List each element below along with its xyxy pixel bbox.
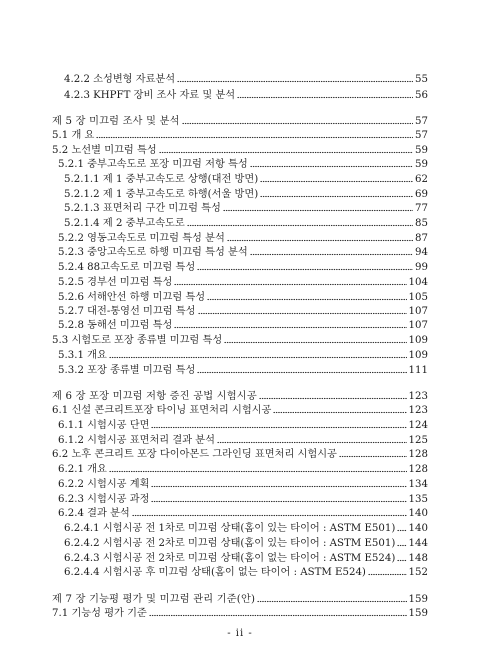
toc-entry-page: 104 — [408, 277, 428, 288]
toc-entry[interactable] — [52, 401, 428, 417]
dot-leader — [273, 411, 406, 414]
toc-entry-page: 159 — [408, 594, 428, 605]
toc-entry-title: 4.2.3 KHPFT 장비 조사 자료 및 분석 — [64, 90, 236, 101]
toc-entry-page: 125 — [408, 435, 428, 446]
toc-entry[interactable] — [58, 155, 428, 171]
toc-entry-title: 5.3 시험도로 포장 종류별 미끄럼 특성 — [52, 335, 223, 346]
toc-entry-title: 5.2.6 서해안선 하행 미끄럼 특성 — [58, 292, 206, 303]
toc-entry[interactable] — [58, 258, 428, 274]
dot-leader — [198, 312, 407, 315]
toc-entry[interactable] — [52, 331, 428, 347]
dot-leader — [159, 151, 413, 154]
toc-entry-title: 5.2.3 중앙고속도로 하행 미끄럼 특성 분석 — [58, 247, 248, 258]
toc-entry-title: 6.2.3 시험시공 과정 — [58, 494, 150, 505]
toc-entry-page: 123 — [408, 391, 428, 402]
dot-leader — [187, 224, 413, 227]
dot-leader — [174, 283, 406, 286]
toc-entry[interactable] — [52, 445, 428, 461]
toc-entry-title: 5.2 노선별 미끄럼 특성 — [52, 145, 157, 156]
toc-entry-title: 6.2.4.4 시험시공 후 미끄럼 상태(홈이 없는 타이어 : ASTM E524) — [64, 567, 366, 578]
dot-leader — [149, 614, 407, 617]
toc-entry[interactable] — [64, 563, 428, 579]
toc-entry-page: 128 — [408, 464, 428, 475]
toc-entry-title: 6.1.1 시험시공 단면 — [58, 420, 150, 431]
toc-entry-page: 85 — [415, 218, 428, 229]
toc-entry-page: 159 — [408, 608, 428, 619]
toc-entry-title: 5.2.1.3 표면처리 구간 미끄럼 특성 — [64, 203, 221, 214]
toc-entry-page: 123 — [408, 405, 428, 416]
toc-entry-title: 5.2.1.1 제 1 중부고속도로 상행(대전 방면) — [64, 174, 259, 185]
toc-entry[interactable] — [64, 70, 428, 86]
dot-leader — [182, 122, 413, 125]
toc-entry-page: 148 — [408, 553, 428, 564]
dot-leader — [177, 80, 413, 83]
toc-entry-title: 4.2.2 소성변형 자료분석 — [64, 74, 176, 85]
toc-entry-page: 140 — [408, 523, 428, 534]
toc-entry-page: 144 — [408, 538, 428, 549]
toc-entry-title: 5.3.1 개요 — [58, 350, 107, 361]
dot-leader — [96, 136, 413, 139]
toc-entry[interactable] — [58, 504, 428, 520]
toc-entry-page: 62 — [415, 174, 428, 185]
dot-leader — [132, 514, 407, 517]
dot-leader — [260, 195, 413, 198]
toc-entry[interactable] — [64, 534, 428, 550]
dot-leader — [397, 544, 406, 547]
toc-entry-page: 59 — [415, 159, 428, 170]
toc-entry[interactable] — [58, 243, 428, 259]
toc-entry-title: 5.1 개 요 — [52, 130, 95, 141]
toc-entry[interactable] — [52, 604, 428, 620]
toc-entry-title: 6.2.4.1 시험시공 전 1차로 미끄럼 상태(홈이 있는 타이어 : ASTM E501) — [64, 523, 396, 534]
toc-entry-page: 152 — [408, 567, 428, 578]
dot-leader — [250, 165, 413, 168]
toc-entry[interactable] — [64, 519, 428, 535]
dot-leader — [260, 180, 413, 183]
toc-entry-title: 제 5 장 미끄럼 조사 및 분석 — [52, 116, 180, 127]
toc-entry-page: 140 — [408, 508, 428, 519]
toc-entry-page: 135 — [408, 494, 428, 505]
toc-entry-title: 5.2.1.4 제 2 중부고속도로 — [64, 218, 185, 229]
toc-entry-page: 57 — [415, 130, 428, 141]
toc-entry-title: 5.2.8 동해선 미끄럼 특성 — [58, 320, 173, 331]
toc-entry[interactable] — [58, 460, 428, 476]
toc-entry-page: 55 — [415, 74, 428, 85]
toc-entry[interactable] — [64, 86, 428, 102]
dot-leader — [109, 470, 407, 473]
toc-entry-page: 109 — [408, 350, 428, 361]
toc-entry[interactable] — [58, 361, 428, 377]
toc-entry-title: 제 6 장 포장 미끄럼 저항 증진 공법 시험시공 — [52, 391, 257, 402]
toc-entry-page: 111 — [408, 365, 428, 376]
toc-entry-title: 5.2.2 영동고속도로 미끄럼 특성 분석 — [58, 233, 225, 244]
toc-entry-page: 87 — [415, 233, 428, 244]
toc-entry-title: 6.2.4 결과 분석 — [58, 508, 130, 519]
dot-leader — [227, 239, 413, 242]
toc-entry[interactable] — [64, 199, 428, 215]
toc-entry-title: 5.2.5 경부선 미끄럼 특성 — [58, 277, 173, 288]
toc-entry-page: 69 — [415, 189, 428, 200]
toc-entry[interactable] — [52, 126, 428, 142]
toc-entry[interactable] — [64, 170, 428, 186]
toc-entry-title: 6.1 신설 콘크리트포장 타이닝 표면처리 시험시공 — [52, 405, 272, 416]
toc-entry[interactable] — [58, 273, 428, 289]
dot-leader — [259, 397, 407, 400]
dot-leader — [250, 253, 413, 256]
dot-leader — [151, 485, 406, 488]
toc-entry-title: 5.2.7 대전-통영선 미끄럼 특성 — [58, 306, 196, 317]
dot-leader — [197, 268, 413, 271]
dot-leader — [207, 298, 406, 301]
toc-entry-title: 6.2.2 시험시공 계획 — [58, 479, 150, 490]
toc-entry-page: 57 — [415, 116, 428, 127]
toc-entry-title: 6.2.4.2 시험시공 전 2차로 미끄럼 상태(홈이 있는 타이어 : ASTM E501) — [64, 538, 396, 549]
toc-entry-title: 6.2 노후 콘크리트 포장 다이아몬드 그라인딩 표면처리 시험시공 — [52, 449, 337, 460]
toc-entry-title: 제 7 장 기능평 평가 및 미끄럼 관리 기준(안) — [52, 594, 256, 605]
toc-entry-title: 7.1 기능성 평가 기준 — [52, 608, 147, 619]
toc-entry-title: 5.2.1 중부고속도로 포장 미끄럼 저항 특성 — [58, 159, 248, 170]
toc-entry-page: 128 — [408, 449, 428, 460]
toc-entry-page: 59 — [415, 145, 428, 156]
toc-entry-title: 6.2.4.3 시험시공 전 2차로 미끄럼 상태(홈이 없는 타이어 : ASTM E524) — [64, 553, 396, 564]
dot-leader — [368, 573, 407, 576]
toc-entry-page: 99 — [415, 262, 428, 273]
dot-leader — [174, 326, 406, 329]
toc-entry-page: 107 — [408, 320, 428, 331]
dot-leader — [217, 441, 407, 444]
toc-entry-page: 105 — [408, 292, 428, 303]
page-number-footer: - ii - — [227, 628, 253, 639]
toc-entry-page: 77 — [415, 203, 428, 214]
dot-leader — [257, 600, 406, 603]
toc-entry-title: 5.2.4 88고속도로 미끄럼 특성 — [58, 262, 196, 273]
dot-leader — [223, 209, 413, 212]
toc-entry-title: 5.2.1.2 제 1 중부고속도로 하행(서울 방면) — [64, 189, 259, 200]
toc-entry[interactable] — [58, 316, 428, 332]
toc-entry-page: 134 — [408, 479, 428, 490]
toc-entry[interactable] — [64, 214, 428, 230]
toc-entry-title: 5.3.2 포장 종류별 미끄럼 특성 — [58, 365, 196, 376]
dot-leader — [397, 559, 406, 562]
toc-entry-title: 6.1.2 시험시공 표면처리 결과 분석 — [58, 435, 215, 446]
toc-entry-page: 56 — [415, 90, 428, 101]
dot-leader — [224, 341, 406, 344]
dot-leader — [339, 455, 407, 458]
toc-entry-page: 124 — [408, 420, 428, 431]
dot-leader — [197, 371, 406, 374]
toc-entry[interactable] — [58, 475, 428, 491]
dot-leader — [109, 356, 407, 359]
toc-entry-title: 6.2.1 개요 — [58, 464, 107, 475]
dot-leader — [151, 500, 406, 503]
toc-entry-page: 109 — [408, 335, 428, 346]
toc-entry-page: 94 — [415, 247, 428, 258]
toc-entry[interactable] — [58, 416, 428, 432]
dot-leader — [397, 529, 406, 532]
toc-entry[interactable] — [58, 346, 428, 362]
toc-entry-page: 107 — [408, 306, 428, 317]
dot-leader — [151, 426, 406, 429]
dot-leader — [237, 96, 413, 99]
